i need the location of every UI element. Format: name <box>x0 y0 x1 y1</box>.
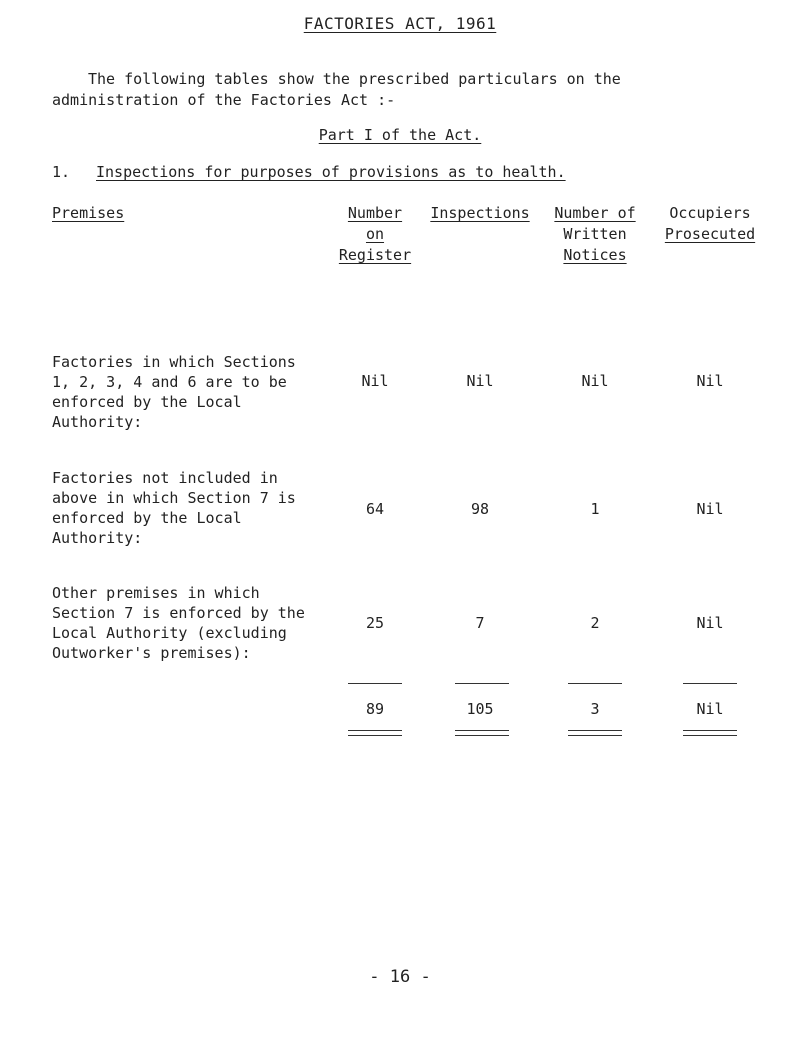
intro-line-2: administration of the Factories Act :- <box>52 91 396 109</box>
double-rule-prosecuted-b <box>683 735 737 736</box>
page-number: - 16 - <box>369 967 431 987</box>
double-rule-prosecuted-a <box>683 730 737 731</box>
row-2-notices: 1 <box>590 500 600 518</box>
double-rule-notices-b <box>568 735 622 736</box>
row-2-prosecuted: Nil <box>696 500 724 518</box>
total-rule-notices <box>568 683 622 684</box>
section-heading: Inspections for purposes of provisions as to health. <box>96 163 566 181</box>
total-rule-prosecuted <box>683 683 737 684</box>
row-1-notices: Nil <box>581 372 609 390</box>
total-notices: 3 <box>590 700 600 718</box>
header-number-on-register: Number on Register <box>338 204 412 264</box>
part-heading: Part I of the Act. <box>318 126 482 144</box>
row-1-register: Nil <box>361 372 389 390</box>
document-title: FACTORIES ACT, 1961 <box>303 14 497 33</box>
header-written-notices: Number of Written Notices <box>554 204 636 264</box>
row-2-inspections: 98 <box>470 500 490 518</box>
section-number: 1. <box>52 163 71 181</box>
row-3-prosecuted: Nil <box>696 614 724 632</box>
double-rule-inspections-a <box>455 730 509 731</box>
header-premises: Premises <box>52 204 125 222</box>
row-3-label: Other premises in which Section 7 is enforced by the Local Authority (excluding Outworker's premises): <box>52 584 305 662</box>
total-rule-inspections <box>455 683 509 684</box>
total-rule-register <box>348 683 402 684</box>
header-inspections: Inspections <box>430 204 530 222</box>
row-1-inspections: Nil <box>466 372 494 390</box>
total-inspections: 105 <box>466 700 494 718</box>
row-1-prosecuted: Nil <box>696 372 724 390</box>
intro-line-1: The following tables show the prescribed particulars on the <box>88 70 621 88</box>
row-2-register: 64 <box>365 500 385 518</box>
double-rule-register-b <box>348 735 402 736</box>
double-rule-register-a <box>348 730 402 731</box>
total-prosecuted: Nil <box>696 700 724 718</box>
row-3-register: 25 <box>365 614 385 632</box>
row-3-notices: 2 <box>590 614 600 632</box>
row-3-inspections: 7 <box>475 614 485 632</box>
section-heading-line <box>52 163 566 181</box>
double-rule-inspections-b <box>455 735 509 736</box>
row-2-label: Factories not included in above in which Section 7 is enforced by the Local Authority: <box>52 469 296 547</box>
header-occupiers-prosecuted: Occupiers Prosecuted <box>664 204 756 243</box>
total-register: 89 <box>365 700 385 718</box>
double-rule-notices-a <box>568 730 622 731</box>
row-1-label: Factories in which Sections 1, 2, 3, 4 and 6 are to be enforced by the Local Authority: <box>52 353 296 431</box>
